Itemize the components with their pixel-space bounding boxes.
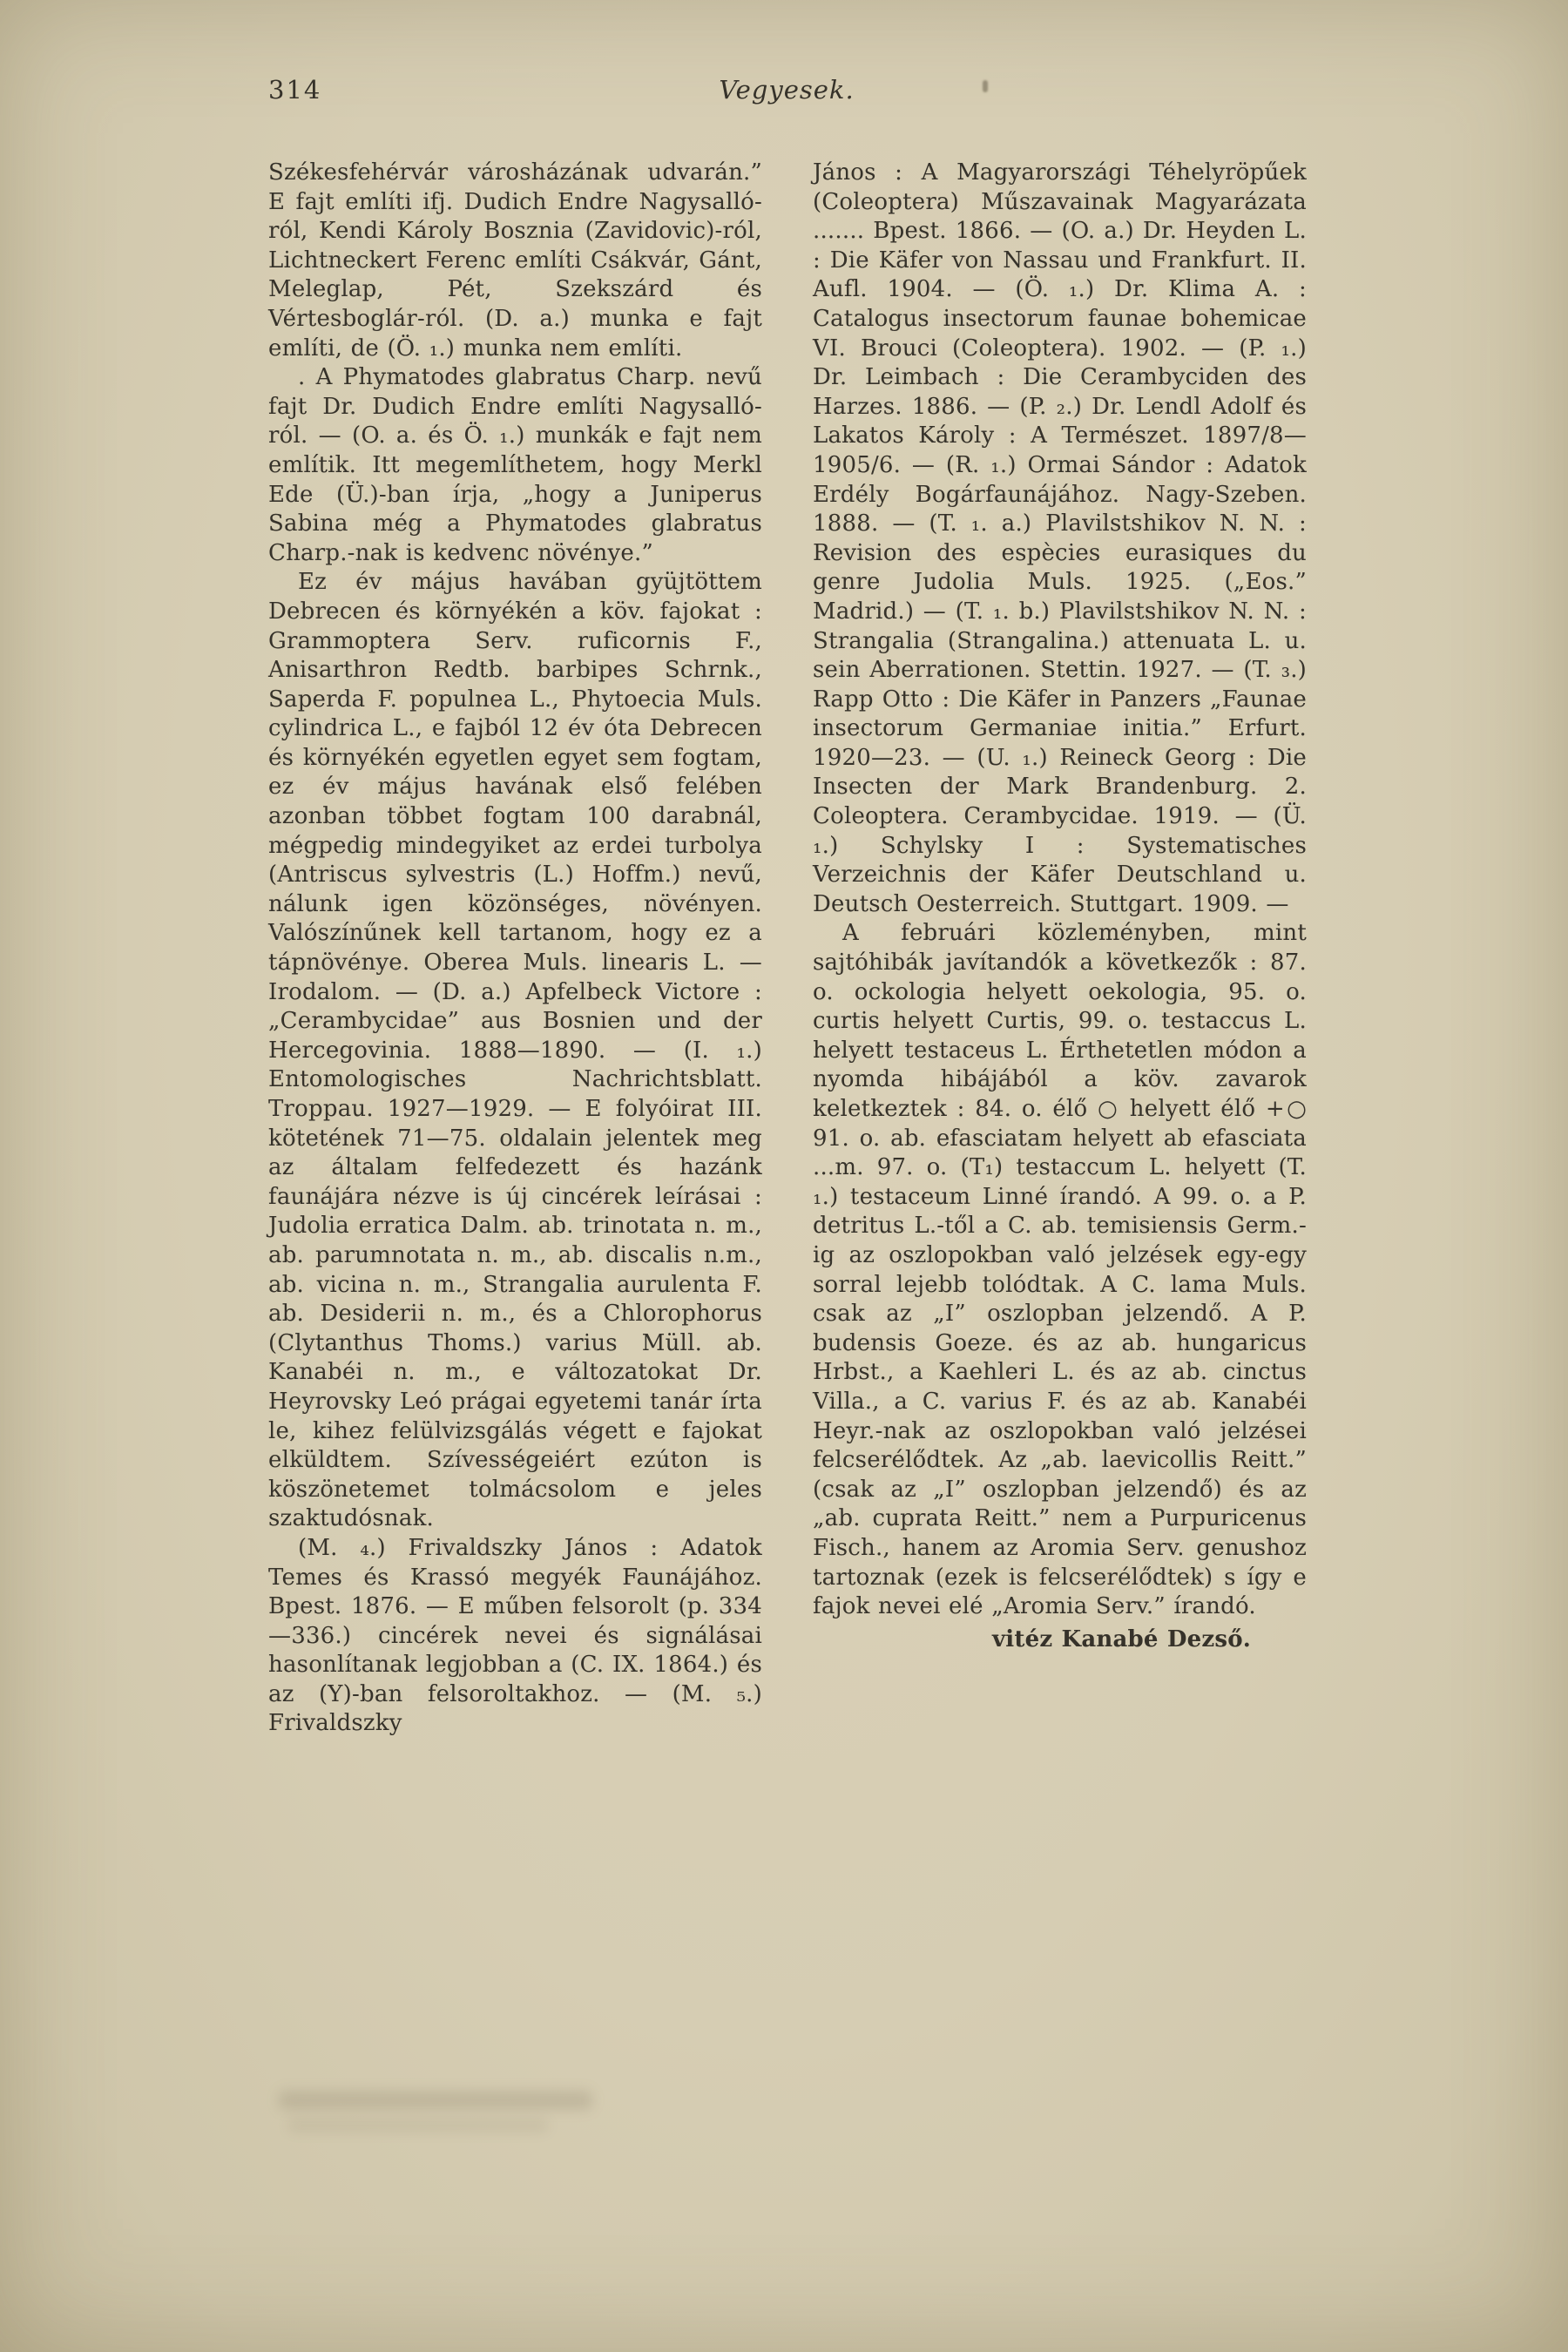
right-column — [813, 159, 1307, 1739]
page-number: 314 — [268, 75, 322, 105]
text-columns — [268, 159, 1307, 1739]
running-title: Vegyesek. — [719, 75, 855, 105]
paragraph: Székesfehérvár városházának udvarán.” E fajt említi ifj. Dudich Endre Nagysalló-ról, Kendi Károly Bosznia (Zavidovic)-ról, Lichtneckert Ferenc említi Csákvár, Gánt, Meleglap, Pét, Szekszárd és Vértesboglár-ról. (D. a.) munka e fajt említi, de (Ö. ₁.) munka nem említi. — [268, 159, 762, 362]
paragraph: János : A Magyarországi Téhelyröpűek (Coleoptera) Műszavainak Magyarázata ....... Bpest. 1866. — (O. a.) Dr. Heyden L. : Die Käfer von Nassau und Frankfurt. II. Aufl. 1904. — (Ö. ₁.) Dr. Klima A. : Catalogus insectorum faunae bohemicae VI. Brouci (Coleoptera). 1902. — (P. ₁.) Dr. Leimbach : Die Cerambyciden des Harzes. 1886. — (P. ₂.) Dr. Lendl Adolf és Lakatos Károly : A Természet. 1897/8—1905/6. — (R. ₁.) Ormai Sándor : Adatok Erdély Bogárfaunájához. Nagy-Szeben. 1888. — (T. ₁. a.) Plavilstshikov N. N. : Revision des espècies eurasiques du genre Judolia Muls. 1925. („Eos.” Madrid.) — (T. ₁. b.) Plavilstshikov N. N. : Strangalia (Strangalina.) attenuata L. u. sein Aberrationen. Stettin. 1927. — (T. ₃.) Rapp Otto : Die Käfer in Panzers „Faunae insectorum Germaniae initia.” Erfurt. 1920—23. — (U. ₁.) Reineck Georg : Die Insecten der Mark Brandenburg. 2. Coleoptera. Cerambycidae. 1919. — (Ü. ₁.) Schylsky I : Systematisches Verzeichnis der Käfer Deutschland u. Deutsch Oesterreich. Stuttgart. 1909. — — [813, 159, 1307, 917]
paragraph: A februári közleményben, mint sajtóhibák javítandók a következők : 87. o. ockologia helyett oekologia, 95. o. curtis helyett Curtis, 99. o. testaccus L. helyett testaceus L. Érthetetlen módon a nyomda hibájából a köv. zavarok keletkeztek : 84. o. élő ○ helyett élő +○ 91. o. ab. efasciatam helyett ab efasciata ...m. 97. o. (T₁) testaccum L. helyett (T. ₁.) testaceum Linné írandó. A 99. o. a P. detritus L.-től a C. ab. temisiensis Germ.-ig az oszlopokban való jelzések egy-egy sorral lejebb tolódtak. A C. lama Muls. csak az „I” oszlopban jelzendő. A P. budensis Goeze. és az ab. hungaricus Hrbst., a Kaehleri L. és az ab. cinctus Villa., a C. varius F. és az ab. Kanabéi Heyr.-nak az oszlopokban való jelzései felcserélődtek. Az „ab. laevicollis Reitt.” (csak az „I” oszlopban jelzendő) és az „ab. cuprata Reitt.” nem a Purpuricenus Fisch., hanem az Aromia Serv. genushoz tartoznak (ezek is felcserélődtek) s így e fajok nevei elé „Aromia Serv.” írandó. — [813, 920, 1307, 1620]
paragraph: . A Phymatodes glabratus Charp. nevű fajt Dr. Dudich Endre említi Nagysalló-ról. — (O. a. és Ö. ₁.) munkák e fajt nem említik. Itt megemlíthetem, hogy Merkl Ede (Ü.)-ban írja, „hogy a Juniperus Sabina még a Phymatodes glabratus Charp.-nak is kedvenc növénye.” — [268, 364, 762, 566]
paragraph: (M. ₄.) Frivaldszky János : Adatok Temes és Krassó megyék Faunájához. Bpest. 1876. — E műben felsorolt (p. 334—336.) cincérek nevei és signálásai hasonlítanak legjobban a (C. IX. 1864.) és az (Y)-ban felsoroltakhoz. — (M. ₅.) Frivaldszky — [268, 1534, 762, 1737]
paragraph: Ez év május havában gyüjtöttem Debrecen és környékén a köv. fajokat : Grammoptera Serv. ruficornis F., Anisarthron Redtb. barbipes Schrnk., Saperda F. populnea L., Phytoecia Muls. cylindrica L., e fajból 12 év óta Debrecen és környékén egyetlen egyet sem fogtam, ez év május havának első felében azonban többet fogtam 100 darabnál, mégpedig mindegyiket az erdei turbolya (Antriscus sylvestris (L.) Hoffm.) nevű, nálunk igen közönséges, növényen. Valószínűnek kell tartanom, hogy ez a tápnövénye. Oberea Muls. linearis L. — Irodalom. — (D. a.) Apfelbeck Victore : „Cerambycidae” aus Bosnien und der Hercegovinia. 1888—1890. — (I. ₁.) Entomologisches Nachrichtsblatt. Troppau. 1927—1929. — E folyóirat III. kötetének 71—75. oldalain jelentek meg az általam felfedezett és hazánk faunájára nézve is új cincérek leírásai : Judolia erratica Dalm. ab. trinotata n. m., ab. parumnotata n. m., ab. discalis n.m., ab. vicina n. m., Strangalia aurulenta F. ab. Desiderii n. m., és a Chlorophorus (Clytanthus Thoms.) varius Müll. ab. Kanabéi n. m., e változatokat Dr. Heyrovsky Leó prágai egyetemi tanár írta le, kihez felülvizsgálás végett e fajokat elküldtem. Szívességeiért ezúton is köszönetemet tolmácsolom e jeles szaktudósnak. — [268, 569, 762, 1532]
signature: vitéz Kanabé Dezső. — [991, 1625, 1251, 1652]
scan-smudge — [279, 2091, 592, 2110]
scan-speck — [983, 80, 988, 92]
left-column — [268, 159, 762, 1739]
scan-smudge — [287, 2119, 549, 2132]
running-head — [268, 75, 1305, 105]
